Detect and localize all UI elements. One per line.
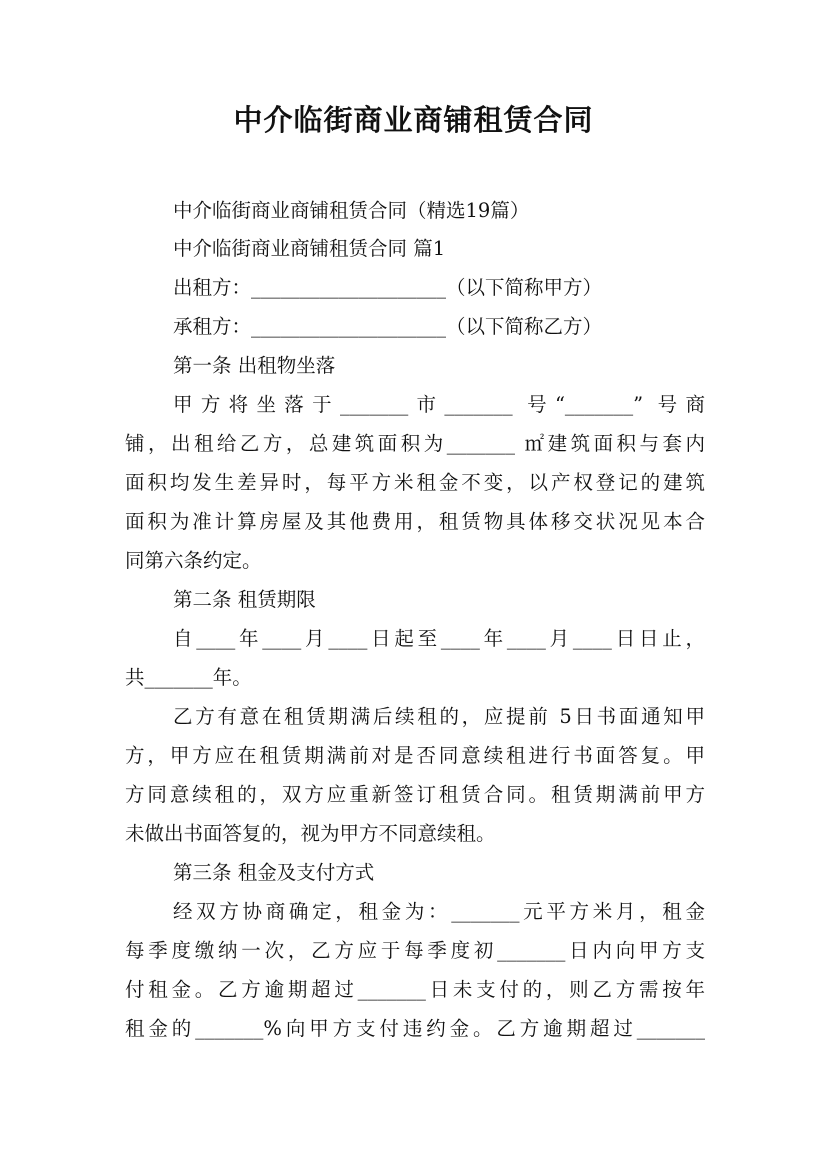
article-2-text-line: 共_______年。 <box>125 666 252 689</box>
subtitle-line: 中介临街商业商铺租赁合同（精选19篇） <box>173 199 530 222</box>
article-1-text-line: 面积均发生差异时，每平方米租金不变，以产权登记的建筑 <box>125 471 705 494</box>
article-3-heading: 第三条 租金及支付方式 <box>173 861 375 884</box>
article-3-text-line: 经双方协商确定，租金为：_______元平方米月，租金 <box>173 900 705 923</box>
article-3-text-line: 每季度缴纳一次，乙方应于每季度初_______日内向甲方支 <box>125 939 705 962</box>
renewal-text-line: 方同意续租的，双方应重新签订租赁合同。租赁期满前甲方 <box>125 783 705 806</box>
document-title: 中介临街商业商铺租赁合同 <box>233 103 594 137</box>
article-2-heading: 第二条 租赁期限 <box>173 588 316 611</box>
lessor-line: 出租方：____________________（以下简称甲方） <box>173 276 603 299</box>
article-1-text-line: 铺，出租给乙方，总建筑面积为_______ ㎡建筑面积与套内 <box>125 432 705 455</box>
renewal-text-line: 未做出书面答复的，视为甲方不同意续租。 <box>125 822 496 845</box>
lessee-line: 承租方：____________________（以下简称乙方） <box>173 315 603 338</box>
article-1-heading: 第一条 出租物坐落 <box>173 354 336 377</box>
article-1-text-line: 甲方将坐落于_______市_______ 号“_______” 号商 <box>173 393 705 416</box>
article-3-text-line: 付租金。乙方逾期超过_______日未支付的，则乙方需按年 <box>125 978 705 1001</box>
article-3-text-line: 租金的_______%向甲方支付违约金。乙方逾期超过_______ <box>125 1017 705 1040</box>
article-1-text-line: 面积为准计算房屋及其他费用，租赁物具体移交状况见本合 <box>125 510 705 533</box>
renewal-text-line: 方，甲方应在租赁期满前对是否同意续租进行书面答复。甲 <box>125 744 705 767</box>
renewal-text-line: 乙方有意在租赁期满后续租的，应提前 5日书面通知甲 <box>173 705 705 728</box>
article-2-text-line: 自____年____月____日起至____年____月____日日止， <box>173 627 705 650</box>
article-1-text-line: 同第六条约定。 <box>125 549 262 572</box>
section-heading-1: 中介临街商业商铺租赁合同 篇1 <box>173 237 446 260</box>
